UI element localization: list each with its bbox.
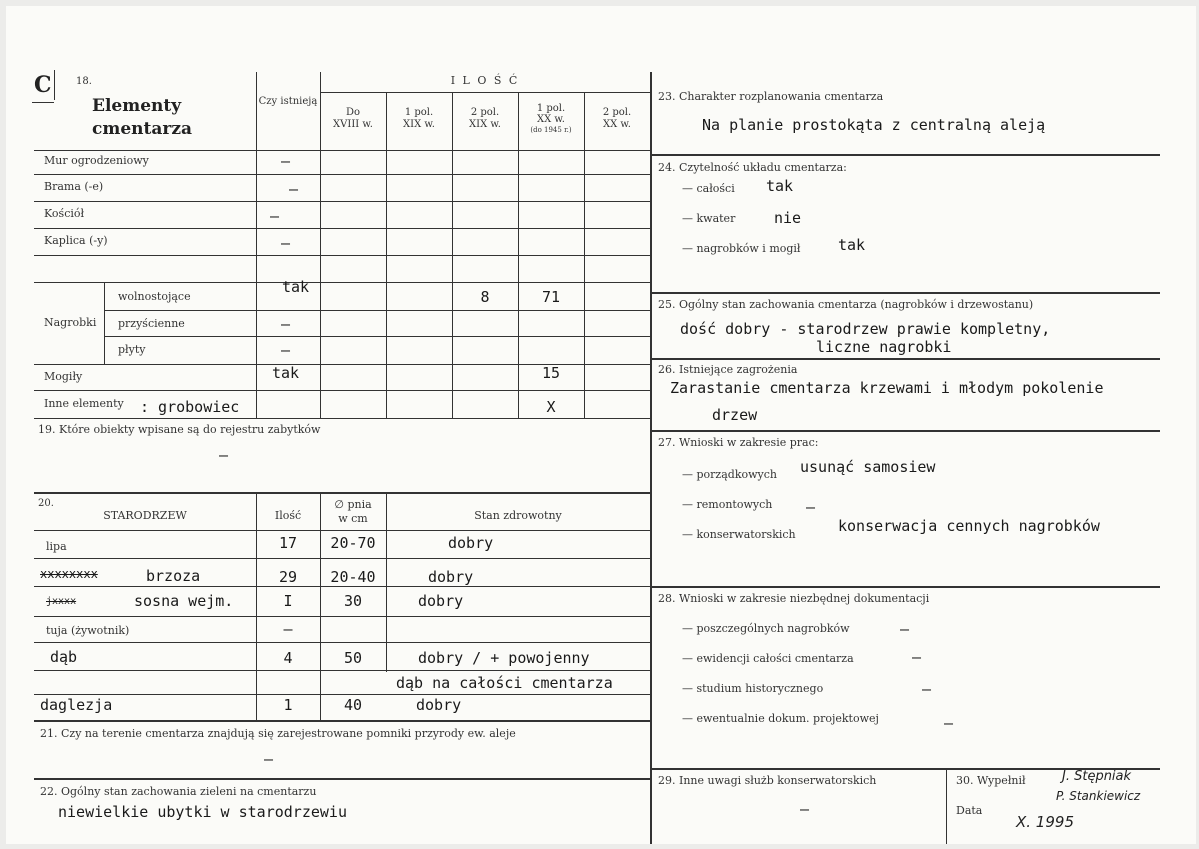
col-2pol-xx-b: XX w. — [603, 119, 631, 130]
s24-calosci-value: tak — [766, 177, 794, 195]
s20-row-ilosc: – — [283, 620, 293, 638]
s27-rem-label: — remontowych — [682, 498, 773, 511]
s20-row-ilosc: 17 — [278, 534, 298, 552]
s21-label: 21. Czy na terenie cmentarza znajdują się zarejestrowane pomniki przyrody ew. aleje — [40, 727, 516, 740]
row-inne-label: Inne elementy — [44, 397, 124, 410]
row-line — [34, 228, 650, 229]
row-kaplica-label: Kaplica (-y) — [44, 234, 108, 247]
row-mogily-czy: tak — [272, 364, 300, 382]
row-kosciol-czy: – — [270, 207, 280, 225]
s20-row-name: lipa — [46, 540, 67, 553]
s20-row-fi: 20-70 — [330, 534, 376, 552]
s20-col-ilosc: Ilość — [274, 509, 302, 522]
s19-bottom — [34, 492, 650, 494]
s20-col-starodrzew: STARODRZEW — [103, 509, 187, 522]
s20-row-ilosc: 29 — [278, 568, 298, 586]
nagrobki-label: Nagrobki — [44, 316, 97, 329]
row-line — [104, 310, 650, 311]
row-line — [104, 336, 650, 337]
s29-value: – — [800, 800, 810, 818]
s20-row-name: daglezja — [40, 696, 113, 714]
s24-kwater-label: — kwater — [682, 212, 736, 225]
s20-header-line — [34, 530, 650, 531]
center-divider — [650, 72, 652, 844]
row-line — [34, 174, 650, 175]
ilosc-underline — [320, 92, 650, 93]
s27-kons-label: — konserwatorskich — [682, 528, 796, 541]
row-kaplica-czy: – — [281, 234, 291, 252]
s20-row-name-struck: jxxxx — [46, 596, 77, 607]
row-line — [34, 255, 650, 256]
s28-b-value: – — [912, 648, 922, 666]
s25-bottom — [652, 358, 1160, 360]
s20-col-fi-unit: w cm — [338, 512, 368, 525]
s20-row-fi: 50 — [343, 649, 363, 667]
row-brama-czy: – — [289, 180, 299, 198]
s20-row-line — [34, 586, 650, 587]
s30-name2: P. Stankiewicz — [1056, 789, 1141, 803]
s22-label: 22. Ogólny stan zachowania zieleni na cmentarzu — [40, 785, 317, 798]
row-line — [34, 282, 650, 283]
s20-number: 20. — [38, 498, 54, 509]
header-bottom-line — [34, 150, 650, 151]
s20-row-line — [34, 558, 650, 559]
s28-a-label: — poszczególnych nagrobków — [682, 622, 850, 635]
s28-c-label: — studium historycznego — [682, 682, 824, 695]
s20-row-line — [34, 642, 650, 643]
s26-label: 26. Istniejące zagrożenia — [658, 363, 798, 376]
s25-label: 25. Ogólny stan zachowania cmentarza (nagrobków i drzewostanu) — [658, 298, 1034, 311]
s24-kwater-value: nie — [774, 209, 802, 227]
s29-label: 29. Inne uwagi służb konserwatorskich — [658, 774, 877, 787]
s27-kons-value: konserwacja cennych nagrobków — [838, 517, 1100, 535]
letter-underline — [32, 102, 54, 103]
s20-row-fi: 30 — [343, 592, 363, 610]
section-number: 18. — [76, 76, 92, 87]
s26-line2: drzew — [712, 406, 758, 424]
s30-data-label: Data — [956, 804, 983, 817]
s27-rem-value: – — [806, 498, 816, 516]
s23-value: Na planie prostokąta z centralną aleją — [702, 116, 1046, 134]
s20-row-stan: dobry — [418, 592, 464, 610]
s20-row-stan: dobry — [428, 568, 474, 586]
row-wolno-1xx: 71 — [541, 288, 561, 306]
s28-label: 28. Wnioski w zakresie niezbędnej dokumentacji — [658, 592, 930, 605]
s21-value: – — [264, 750, 274, 768]
s19-label: 19. Które obiekty wpisane są do rejestru zabytków — [38, 423, 321, 436]
s30-divider — [946, 768, 947, 844]
s20-row-stan: dąb na całości cmentarza — [396, 674, 613, 692]
row-wolno-2xix: 8 — [480, 288, 490, 306]
row-line — [34, 201, 650, 202]
s20-col-fi: ∅ pnia — [334, 498, 372, 511]
row-wolno-label: wolnostojące — [118, 290, 191, 303]
s20-row-name: sosna wejm. — [134, 592, 234, 610]
row-mogily-label: Mogiły — [44, 370, 83, 383]
s26-bottom — [652, 430, 1160, 432]
row-plyty-label: płyty — [118, 343, 146, 356]
s30-data-value: X. 1995 — [1016, 813, 1074, 831]
s23-label: 23. Charakter rozplanowania cmentarza — [658, 90, 884, 103]
s20-row-name: tuja (żywotnik) — [46, 624, 130, 637]
row-mur-czy: – — [281, 152, 291, 170]
row-wolno-czy: tak — [282, 278, 310, 296]
s28-d-value: – — [944, 714, 954, 732]
s19-value: – — [219, 446, 229, 464]
s27-porz-label: — porządkowych — [682, 468, 777, 481]
row-przys-czy: – — [281, 315, 291, 333]
s22-value: niewielkie ubytki w starodrzewiu — [58, 803, 347, 821]
s20-row-stan: dobry — [416, 696, 462, 714]
s28-a-value: – — [900, 620, 910, 638]
s23-bottom — [652, 154, 1160, 156]
s24-calosci-label: — całości — [682, 182, 735, 195]
s20-row-line — [34, 670, 650, 671]
col-do-xviii: XVIII w. — [333, 119, 373, 130]
col-1pol-xx-b: XX w. — [537, 114, 565, 125]
s20-vline — [386, 492, 387, 672]
s20-row-name: brzoza — [146, 567, 201, 585]
s28-b-label: — ewidencji całości cmentarza — [682, 652, 854, 665]
s24-label: 24. Czytelność układu cmentarza: — [658, 161, 847, 174]
row-inne-1xx: X — [546, 398, 556, 416]
s30-name1: J. Stępniak — [1062, 769, 1132, 784]
s24-bottom — [652, 292, 1160, 294]
s20-row-name-struck: xxxxxxxx — [40, 567, 98, 581]
row-brama-label: Brama (-e) — [44, 180, 104, 193]
col-do: Do — [345, 107, 361, 118]
section-letter: C — [34, 72, 52, 98]
s25-line2: liczne nagrobki — [816, 338, 952, 356]
s26-line1: Zarastanie cmentarza krzewami i młodym pokolenie — [670, 379, 1104, 397]
col-2pol-xix: 2 pol. — [470, 107, 500, 118]
s20-row-ilosc: 1 — [283, 696, 293, 714]
title-line1: Elementy — [92, 96, 182, 116]
s20-row-line — [34, 616, 650, 617]
row-plyty-czy: – — [281, 341, 291, 359]
s27-label: 27. Wnioski w zakresie prac: — [658, 436, 819, 449]
s28-c-value: – — [922, 680, 932, 698]
s20-row-line — [34, 694, 650, 695]
row-mogily-1xx: 15 — [541, 364, 561, 382]
vline-nagrobki — [104, 282, 105, 364]
col-2pol-xx: 2 pol. — [602, 107, 632, 118]
s20-row-stan: dobry / + powojenny — [418, 649, 590, 667]
col-1pol-xix-b: XIX w. — [403, 119, 435, 130]
s28-d-label: — ewentualnie dokum. projektowej — [682, 712, 879, 725]
survey-card — [6, 6, 1196, 844]
s20-row-name: dąb — [50, 648, 78, 666]
col-czy-istnieja: Czy istnieją — [258, 96, 318, 107]
s21-bottom — [34, 778, 650, 780]
s20-row-fi: 40 — [343, 696, 363, 714]
col-1pol-xx: 1 pol. — [536, 103, 566, 114]
col-ilosc-header: I L O Ś Ć — [450, 74, 520, 87]
row-line — [34, 390, 650, 391]
row-inne-value: : grobowiec — [140, 398, 240, 416]
s20-row-stan: dobry — [448, 534, 494, 552]
row-mur-label: Mur ogrodzeniowy — [44, 154, 149, 167]
s25-line1: dość dobry - starodrzew prawie kompletny, — [680, 320, 1051, 338]
s27-porz-value: usunąć samosiew — [800, 458, 936, 476]
s20-row-ilosc: 4 — [283, 649, 293, 667]
row-line — [34, 418, 650, 419]
col-1pol-xx-c: (do 1945 r.) — [530, 126, 572, 134]
s24-nagrobkow-label: — nagrobków i mogił — [682, 242, 801, 255]
s20-row-ilosc: I — [283, 592, 293, 610]
title-line2: cmentarza — [92, 119, 193, 139]
vline-do — [320, 72, 321, 418]
col-1pol-xix: 1 pol. — [404, 107, 434, 118]
s20-bottom — [34, 720, 650, 722]
s30-label: 30. Wypełnił — [956, 774, 1026, 787]
col-2pol-xix-b: XIX w. — [469, 119, 501, 130]
s20-row-fi: 20-40 — [330, 568, 376, 586]
vline-czy — [256, 72, 257, 418]
row-kosciol-label: Kościół — [44, 207, 85, 220]
s24-nagrobkow-value: tak — [838, 236, 866, 254]
s20-col-stan: Stan zdrowotny — [474, 509, 562, 522]
row-przys-label: przyścienne — [118, 317, 185, 330]
letter-divider — [54, 70, 55, 100]
s27-bottom — [652, 586, 1160, 588]
